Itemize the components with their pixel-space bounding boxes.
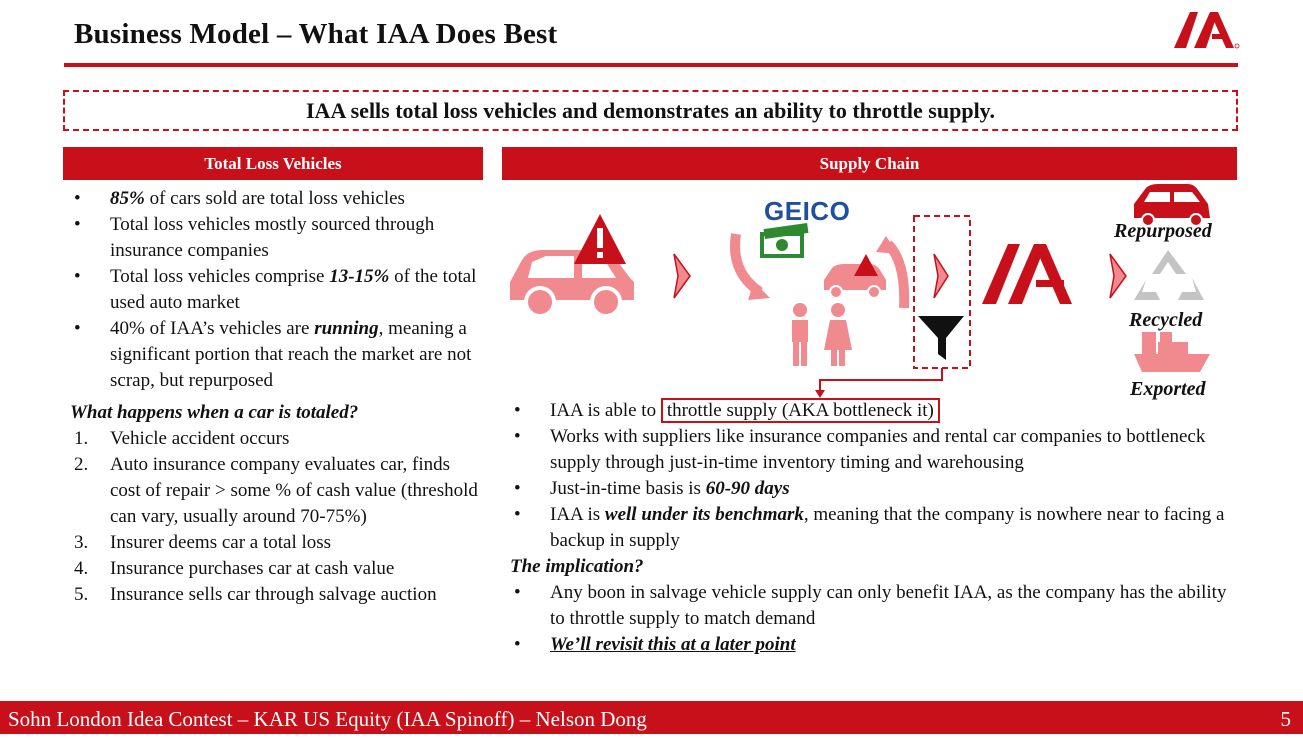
- page-title: Business Model – What IAA Does Best: [74, 18, 558, 50]
- list-item: • Total loss vehicles mostly sourced through insurance companies: [70, 212, 480, 264]
- supply-chain-column: [510, 398, 1230, 658]
- key-message: IAA sells total loss vehicles and demonstrates an ability to throttle supply.: [63, 90, 1238, 131]
- list-item: • 40% of IAA’s vehicles are running, meaning a significant portion that reach the market are not scrap, but repurposed: [70, 316, 480, 394]
- iaa-logo-icon: [1172, 10, 1240, 50]
- list-item: 3. Insurer deems car a total loss: [74, 532, 332, 553]
- geico-logo: GEICO: [764, 196, 851, 226]
- iaa-large-logo-icon: [982, 244, 1072, 304]
- funnel-icon: [918, 316, 964, 360]
- people-icon: [792, 303, 852, 366]
- throttle-supply-highlight: throttle supply (AKA bottleneck it): [661, 398, 940, 423]
- list-item: • IAA is well under its benchmark, meaning that the company is nowhere near to facing a backup in supply: [510, 502, 1230, 554]
- list-item: 5. Insurance sells car through salvage auction: [74, 584, 437, 605]
- footer-text: Sohn London Idea Contest – KAR US Equity (IAA Spinoff) – Nelson Dong: [8, 707, 647, 731]
- list-item: 1. Vehicle accident occurs: [74, 428, 290, 449]
- exported-label: Exported: [1130, 378, 1206, 400]
- list-item: • IAA is able to throttle supply (AKA bottleneck it): [510, 398, 1230, 424]
- list-item: • 85% of cars sold are total loss vehicles: [70, 186, 480, 212]
- list-item: 2. Auto insurance company evaluates car, finds cost of repair > some % of cash value (threshold can vary, usually around 70-75%): [74, 454, 478, 527]
- recycled-label: Recycled: [1129, 309, 1203, 331]
- small-crashed-car-icon: [824, 254, 886, 298]
- totaled-question: What happens when a car is totaled?: [70, 402, 359, 423]
- footer: [0, 701, 1303, 734]
- list-item: 4. Insurance purchases car at cash value: [74, 558, 395, 579]
- page-number: 5: [1280, 707, 1291, 731]
- cargo-ship-icon: [1134, 332, 1210, 372]
- crashed-car-icon: [510, 214, 634, 316]
- implication-heading: The implication?: [510, 556, 644, 577]
- repurposed-label: Repurposed: [1114, 220, 1212, 242]
- list-item: • We’ll revisit this at a later point: [510, 632, 1230, 658]
- total-loss-column: [70, 186, 480, 608]
- list-item: • Total loss vehicles comprise 13-15% of the total used auto market: [70, 264, 480, 316]
- title-rule: [64, 63, 1238, 67]
- total-loss-heading: Total Loss Vehicles: [63, 147, 483, 180]
- recycle-icon: [1134, 250, 1204, 300]
- list-item: • Just-in-time basis is 60-90 days: [510, 476, 1230, 502]
- list-item: • Works with suppliers like insurance companies and rental car companies to bottleneck supply through just-in-time inventory timing and warehousing: [510, 424, 1230, 476]
- money-icon: [760, 223, 808, 258]
- supply-chain-heading: Supply Chain: [502, 147, 1237, 180]
- list-item: • Any boon in salvage vehicle supply can only benefit IAA, as the company has the ability to throttle supply to match demand: [510, 580, 1230, 632]
- supply-chain-diagram: [502, 182, 1238, 400]
